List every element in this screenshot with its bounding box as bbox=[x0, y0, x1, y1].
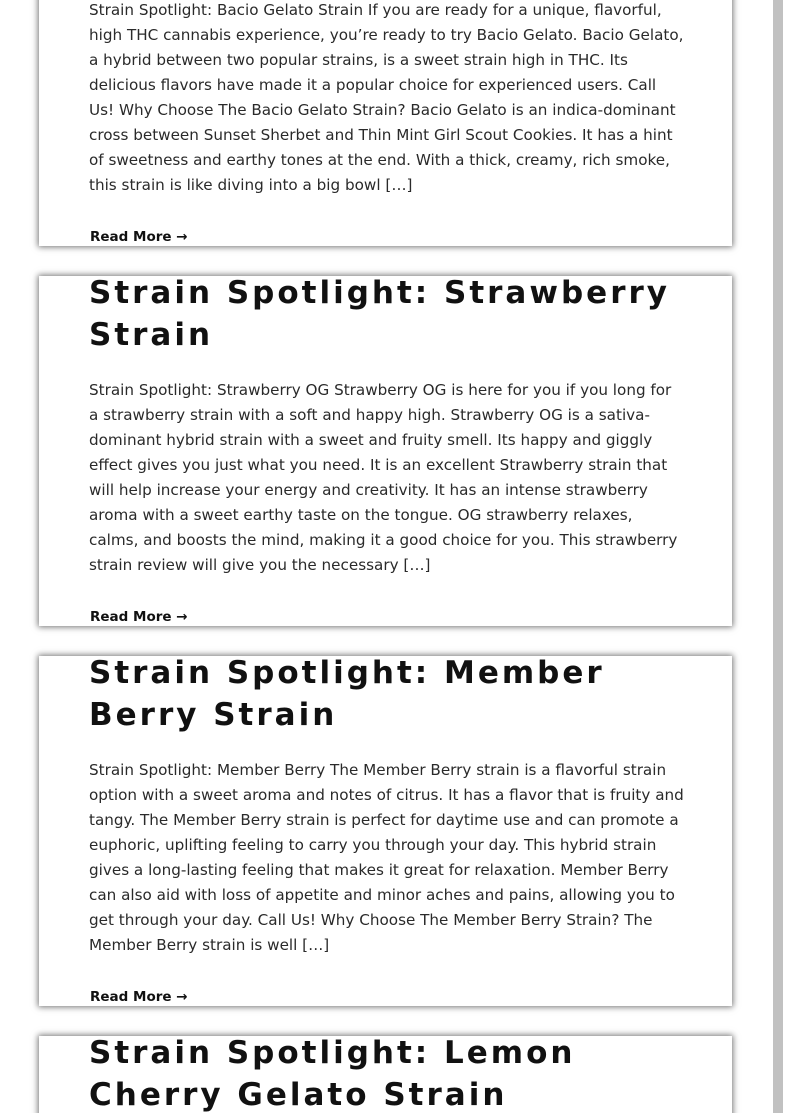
post-card-strawberry bbox=[39, 276, 732, 626]
post-card-lemon-cherry-gelato bbox=[39, 1036, 732, 1113]
read-more-link[interactable]: Read More → bbox=[90, 229, 188, 245]
post-excerpt: Strain Spotlight: Strawberry OG Strawberry OG is here for you if you long for a strawberry strain with a soft and happy high. Strawberry OG is a sativa-dominant hybrid strain with a sweet and fruity smell. Its happy and giggly effect gives you just what you need. It is an excellent Strawberry strain that will help increase your energy and creativity. It has an intense strawberry aroma with a sweet earthy taste on the tongue. OG strawberry relaxes, calms, and boosts the mind, making it a good choice for you. This strawberry strain review will give you the necessary […] bbox=[89, 381, 678, 574]
scrollbar-thumb[interactable] bbox=[773, 0, 783, 1113]
post-excerpt: Strain Spotlight: Member Berry The Member Berry strain is a flavorful strain option with a sweet aroma and notes of citrus. It has a flavor that is fruity and tangy. The Member Berry strain is perfect for daytime use and can promote a euphoric, uplifting feeling to carry you through your day. This hybrid strain gives a long-lasting feeling that makes it great for relaxation. Member Berry can also aid with loss of appetite and minor aches and pains, allowing you to get through your day. Call Us! Why Choose The Member Berry Strain? The Member Berry strain is well […] bbox=[89, 761, 684, 954]
post-card-member-berry bbox=[39, 656, 732, 1006]
post-excerpt: Strain Spotlight: Bacio Gelato Strain If you are ready for a unique, flavorful, high THC cannabis experience, you’re ready to try Bacio Gelato. Bacio Gelato, a hybrid between two popular strains, is a sweet strain high in THC. Its delicious flavors have made it a popular choice for experienced users. Call Us! Why Choose The Bacio Gelato Strain? Bacio Gelato is an indica-dominant cross between Sunset Sherbet and Thin Mint Girl Scout Cookies. It has a hint of sweetness and earthy tones at the end. With a thick, creamy, rich smoke, this strain is like diving into a big bowl […] bbox=[89, 1, 684, 194]
post-title[interactable]: Strain Spotlight: Lemon Cherry Gelato Strain bbox=[89, 1036, 576, 1113]
page-scrollbar[interactable] bbox=[770, 0, 785, 1113]
read-more-link[interactable]: Read More → bbox=[90, 609, 188, 625]
post-card-bacio-gelato bbox=[39, 0, 732, 246]
read-more-link[interactable]: Read More → bbox=[90, 989, 188, 1005]
post-title[interactable]: Strain Spotlight: Strawberry Strain bbox=[89, 276, 670, 353]
post-title[interactable]: Strain Spotlight: Member Berry Strain bbox=[89, 656, 605, 733]
